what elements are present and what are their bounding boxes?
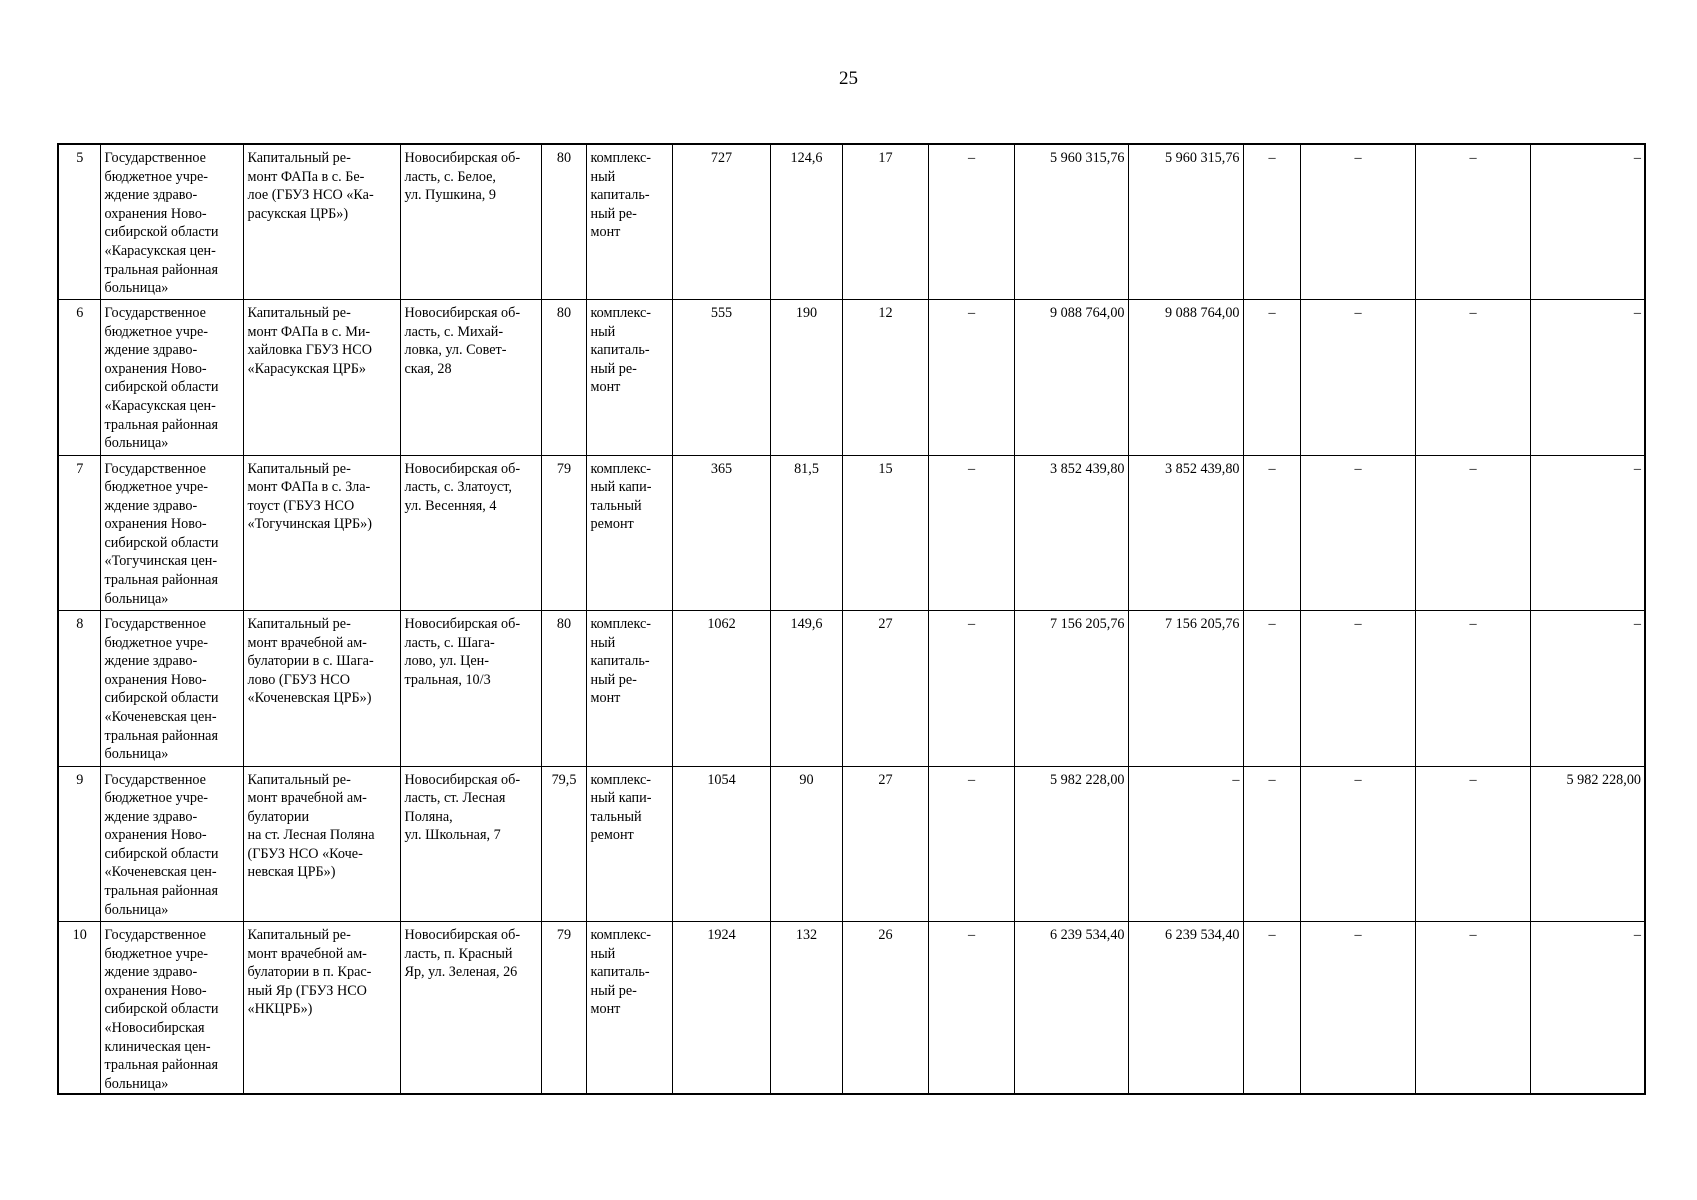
cell-text-line: ул. Весенняя, 4 <box>404 497 497 514</box>
cell-text-line: тальный <box>590 808 642 825</box>
cell-text-line: Государственное <box>104 927 206 943</box>
value-cell-10: – <box>1530 455 1645 611</box>
value-cell-8: – <box>1300 766 1415 922</box>
address-cell <box>400 766 541 922</box>
cell-text-line: ремонт <box>590 827 634 844</box>
cell-text-line: «Коченевская цен- <box>104 864 217 881</box>
cell-text-line: сибирской области <box>104 379 219 396</box>
value-cell-9: – <box>1415 144 1530 300</box>
wear-cell: 79 <box>541 455 586 611</box>
cost-total-cell: 7 156 205,76 <box>1014 611 1128 767</box>
cell-text-line: тральная районная <box>104 883 218 900</box>
repair-type-cell <box>586 766 672 922</box>
cell-text-line: «Тогучинская цен- <box>104 553 218 570</box>
cell-text-line: бюджетное учре- <box>104 634 208 651</box>
cell-text-line: «Тогучинская ЦРБ») <box>247 516 372 533</box>
address-cell <box>400 300 541 456</box>
cell-text-line: Новосибирская об- <box>404 771 521 788</box>
cell-text-line: больница» <box>104 435 169 452</box>
cell-text-line: комплекс- <box>590 771 652 788</box>
cost-budget-cell: 7 156 205,76 <box>1128 611 1243 767</box>
value-cell-7: – <box>1243 144 1300 300</box>
cell-text-line: Новосибирская об- <box>404 150 521 166</box>
cell-text-line: Капитальный ре- <box>247 927 351 943</box>
object-cell <box>243 144 400 300</box>
cell-text-line: ждение здраво- <box>104 187 198 204</box>
cell-text-line: тоуст (ГБУЗ НСО <box>247 497 355 514</box>
row-number: 6 <box>58 300 100 456</box>
value-cell-10: – <box>1530 611 1645 767</box>
cell-text-line: бюджетное учре- <box>104 479 208 496</box>
cell-text-line: тральная районная <box>104 261 218 278</box>
value-cell-1: 727 <box>672 144 770 300</box>
cell-text-line: тральная, 10/3 <box>404 671 491 688</box>
value-cell-4: – <box>928 766 1014 922</box>
cell-text-line: ный ре- <box>590 671 637 688</box>
wear-cell: 80 <box>541 300 586 456</box>
organization-cell <box>100 611 243 767</box>
table-row <box>58 611 1645 767</box>
cell-text-line: капиталь- <box>590 964 650 981</box>
cell-text-line: булатории в п. Крас- <box>247 964 372 981</box>
value-cell-1: 1062 <box>672 611 770 767</box>
value-cell-1: 365 <box>672 455 770 611</box>
repair-type-cell <box>586 144 672 300</box>
cell-text-line: булатории в с. Шага- <box>247 653 374 670</box>
cell-text-line: монт ФАПа в с. Зла- <box>247 479 371 496</box>
cell-text-line: комплекс- <box>590 927 652 943</box>
cell-text-line: (ГБУЗ НСО «Коче- <box>247 845 363 862</box>
wear-cell: 80 <box>541 611 586 767</box>
cell-text-line: бюджетное учре- <box>104 323 208 340</box>
organization-cell <box>100 144 243 300</box>
cell-text-line: ный ре- <box>590 982 637 999</box>
cell-text-line: ный ре- <box>590 205 637 222</box>
cell-text-line: монт врачебной ам- <box>247 945 367 962</box>
value-cell-7: – <box>1243 611 1300 767</box>
cell-text-line: «Коченевская цен- <box>104 708 217 725</box>
address-cell <box>400 611 541 767</box>
address-cell <box>400 455 541 611</box>
cell-text-line: больница» <box>104 590 169 607</box>
cost-total-cell: 3 852 439,80 <box>1014 455 1128 611</box>
value-cell-2: 132 <box>770 922 842 1095</box>
page-number: 25 <box>839 68 858 89</box>
wear-cell: 80 <box>541 144 586 300</box>
cell-text-line: тральная районная <box>104 572 218 589</box>
cell-text-line: охранения Ново- <box>104 205 207 222</box>
cell-text-line: ный ре- <box>590 360 637 377</box>
cell-text-line: расукская ЦРБ») <box>247 205 349 222</box>
cell-text-line: монт <box>590 379 621 396</box>
cell-text-line: сибирской области <box>104 224 219 241</box>
value-cell-10: – <box>1530 300 1645 456</box>
cell-text-line: «Карасукская ЦРБ» <box>247 360 367 377</box>
cost-budget-cell: 6 239 534,40 <box>1128 922 1243 1095</box>
value-cell-2: 90 <box>770 766 842 922</box>
table-row <box>58 766 1645 922</box>
cell-text-line: бюджетное учре- <box>104 945 208 962</box>
cell-text-line: лово, ул. Цен- <box>404 653 489 670</box>
cell-text-line: монт <box>590 224 621 241</box>
value-cell-7: – <box>1243 300 1300 456</box>
cell-text-line: монт <box>590 690 621 707</box>
row-number: 7 <box>58 455 100 611</box>
cell-text-line: монт <box>590 1001 621 1018</box>
cell-text-line: Новосибирская об- <box>404 927 521 943</box>
value-cell-3: 27 <box>842 766 928 922</box>
cell-text-line: лое (ГБУЗ НСО «Ка- <box>247 187 374 204</box>
value-cell-8: – <box>1300 455 1415 611</box>
organization-cell <box>100 455 243 611</box>
cell-text-line: ждение здраво- <box>104 342 198 359</box>
cell-text-line: Государственное <box>104 150 206 166</box>
cell-text-line: ждение здраво- <box>104 964 198 981</box>
organization-cell <box>100 300 243 456</box>
value-cell-10: 5 982 228,00 <box>1530 766 1645 922</box>
cost-total-cell: 5 960 315,76 <box>1014 144 1128 300</box>
object-cell <box>243 455 400 611</box>
cell-text-line: Новосибирская об- <box>404 460 521 477</box>
cell-text-line: ждение здраво- <box>104 497 198 514</box>
value-cell-2: 81,5 <box>770 455 842 611</box>
cell-text-line: ловка, ул. Совет- <box>404 342 507 359</box>
cell-text-line: тральная районная <box>104 727 218 744</box>
cell-text-line: «Новосибирская <box>104 1019 205 1036</box>
cell-text-line: комплекс- <box>590 616 652 632</box>
value-cell-9: – <box>1415 766 1530 922</box>
cell-text-line: ный Яр (ГБУЗ НСО <box>247 982 367 999</box>
cell-text-line: Новосибирская об- <box>404 305 521 321</box>
cell-text-line: тральная районная <box>104 1057 218 1074</box>
object-cell <box>243 766 400 922</box>
address-cell <box>400 144 541 300</box>
organization-cell <box>100 766 243 922</box>
repair-type-cell <box>586 611 672 767</box>
address-cell <box>400 922 541 1095</box>
value-cell-2: 124,6 <box>770 144 842 300</box>
value-cell-3: 15 <box>842 455 928 611</box>
cell-text-line: капиталь- <box>590 187 650 204</box>
cell-text-line: ласть, с. Златоуст, <box>404 479 512 496</box>
cell-text-line: ласть, ст. Лесная <box>404 790 506 807</box>
value-cell-3: 26 <box>842 922 928 1095</box>
cell-text-line: больница» <box>104 746 169 763</box>
cell-text-line: охранения Ново- <box>104 516 207 533</box>
value-cell-9: – <box>1415 611 1530 767</box>
cell-text-line: монт врачебной ам- <box>247 634 367 651</box>
cell-text-line: ный <box>590 323 616 340</box>
value-cell-8: – <box>1300 922 1415 1095</box>
cost-budget-cell: 3 852 439,80 <box>1128 455 1243 611</box>
value-cell-3: 12 <box>842 300 928 456</box>
cell-text-line: ласть, с. Михай- <box>404 323 504 340</box>
cell-text-line: сибирской области <box>104 690 219 707</box>
objects-table <box>57 143 1646 1095</box>
cell-text-line: больница» <box>104 901 169 918</box>
cell-text-line: сибирской области <box>104 534 219 551</box>
cell-text-line: ный капи- <box>590 790 652 807</box>
value-cell-4: – <box>928 455 1014 611</box>
value-cell-8: – <box>1300 144 1415 300</box>
repair-type-cell <box>586 922 672 1095</box>
cell-text-line: бюджетное учре- <box>104 168 208 185</box>
cell-text-line: ул. Школьная, 7 <box>404 827 501 844</box>
value-cell-9: – <box>1415 922 1530 1095</box>
cell-text-line: комплекс- <box>590 460 652 477</box>
cell-text-line: монт врачебной ам- <box>247 790 367 807</box>
cost-total-cell: 6 239 534,40 <box>1014 922 1128 1095</box>
cell-text-line: Капитальный ре- <box>247 771 351 788</box>
cell-text-line: булатории <box>247 808 310 825</box>
cell-text-line: Государственное <box>104 305 206 321</box>
wear-cell: 79 <box>541 922 586 1095</box>
cost-total-cell: 9 088 764,00 <box>1014 300 1128 456</box>
cell-text-line: больница» <box>104 1075 169 1092</box>
cell-text-line: Государственное <box>104 460 206 477</box>
cost-budget-cell: – <box>1128 766 1243 922</box>
cell-text-line: капиталь- <box>590 342 650 359</box>
cell-text-line: лово (ГБУЗ НСО <box>247 671 350 688</box>
cell-text-line: ный <box>590 945 616 962</box>
cell-text-line: хайловка ГБУЗ НСО <box>247 342 373 359</box>
cell-text-line: охранения Ново- <box>104 360 207 377</box>
value-cell-7: – <box>1243 922 1300 1095</box>
cell-text-line: Капитальный ре- <box>247 616 351 632</box>
value-cell-4: – <box>928 611 1014 767</box>
cell-text-line: ный капи- <box>590 479 652 496</box>
cell-text-line: охранения Ново- <box>104 671 207 688</box>
value-cell-1: 555 <box>672 300 770 456</box>
cell-text-line: на ст. Лесная Поляна <box>247 827 375 844</box>
organization-cell <box>100 922 243 1095</box>
repair-type-cell <box>586 455 672 611</box>
cell-text-line: сибирской области <box>104 845 219 862</box>
cell-text-line: ный <box>590 168 616 185</box>
repair-type-cell <box>586 300 672 456</box>
table-row <box>58 922 1645 1095</box>
value-cell-1: 1054 <box>672 766 770 922</box>
cell-text-line: Государственное <box>104 616 206 632</box>
table-row <box>58 300 1645 456</box>
cell-text-line: ласть, п. Красный <box>404 945 513 962</box>
cell-text-line: ждение здраво- <box>104 808 198 825</box>
value-cell-8: – <box>1300 611 1415 767</box>
cell-text-line: капиталь- <box>590 653 650 670</box>
cell-text-line: ждение здраво- <box>104 653 198 670</box>
value-cell-10: – <box>1530 144 1645 300</box>
cell-text-line: бюджетное учре- <box>104 790 208 807</box>
cell-text-line: комплекс- <box>590 150 652 166</box>
cell-text-line: охранения Ново- <box>104 982 207 999</box>
row-number: 5 <box>58 144 100 300</box>
cell-text-line: ул. Пушкина, 9 <box>404 187 496 204</box>
cell-text-line: невская ЦРБ») <box>247 864 336 881</box>
cell-text-line: тральная районная <box>104 416 218 433</box>
value-cell-4: – <box>928 300 1014 456</box>
cell-text-line: клиническая цен- <box>104 1038 211 1055</box>
cell-text-line: «НКЦРБ») <box>247 1001 313 1018</box>
cell-text-line: Новосибирская об- <box>404 616 521 632</box>
value-cell-10: – <box>1530 922 1645 1095</box>
row-number: 9 <box>58 766 100 922</box>
row-number: 10 <box>58 922 100 1095</box>
value-cell-7: – <box>1243 766 1300 922</box>
value-cell-9: – <box>1415 455 1530 611</box>
cell-text-line: монт ФАПа в с. Бе- <box>247 168 365 185</box>
cost-total-cell: 5 982 228,00 <box>1014 766 1128 922</box>
cell-text-line: «Карасукская цен- <box>104 242 216 259</box>
object-cell <box>243 922 400 1095</box>
value-cell-1: 1924 <box>672 922 770 1095</box>
wear-cell: 79,5 <box>541 766 586 922</box>
value-cell-2: 149,6 <box>770 611 842 767</box>
value-cell-3: 17 <box>842 144 928 300</box>
cell-text-line: Капитальный ре- <box>247 460 351 477</box>
object-cell <box>243 300 400 456</box>
cell-text-line: ласть, с. Шага- <box>404 634 495 651</box>
cost-budget-cell: 5 960 315,76 <box>1128 144 1243 300</box>
value-cell-4: – <box>928 144 1014 300</box>
table-row <box>58 144 1645 300</box>
cell-text-line: ласть, с. Белое, <box>404 168 496 185</box>
cell-text-line: больница» <box>104 280 169 297</box>
table-row <box>58 455 1645 611</box>
cell-text-line: сибирской области <box>104 1001 219 1018</box>
value-cell-7: – <box>1243 455 1300 611</box>
object-cell <box>243 611 400 767</box>
cell-text-line: Поляна, <box>404 808 453 825</box>
cost-budget-cell: 9 088 764,00 <box>1128 300 1243 456</box>
cell-text-line: «Коченевская ЦРБ») <box>247 690 372 707</box>
value-cell-2: 190 <box>770 300 842 456</box>
cell-text-line: ремонт <box>590 516 634 533</box>
cell-text-line: комплекс- <box>590 305 652 321</box>
value-cell-8: – <box>1300 300 1415 456</box>
value-cell-9: – <box>1415 300 1530 456</box>
cell-text-line: охранения Ново- <box>104 827 207 844</box>
cell-text-line: Капитальный ре- <box>247 305 351 321</box>
cell-text-line: «Карасукская цен- <box>104 397 216 414</box>
cell-text-line: Государственное <box>104 771 206 788</box>
value-cell-3: 27 <box>842 611 928 767</box>
cell-text-line: ный <box>590 634 616 651</box>
cell-text-line: Яр, ул. Зеленая, 26 <box>404 964 518 981</box>
cell-text-line: монт ФАПа в с. Ми- <box>247 323 371 340</box>
cell-text-line: тальный <box>590 497 642 514</box>
cell-text-line: Капитальный ре- <box>247 150 351 166</box>
value-cell-4: – <box>928 922 1014 1095</box>
cell-text-line: ская, 28 <box>404 360 452 377</box>
row-number: 8 <box>58 611 100 767</box>
